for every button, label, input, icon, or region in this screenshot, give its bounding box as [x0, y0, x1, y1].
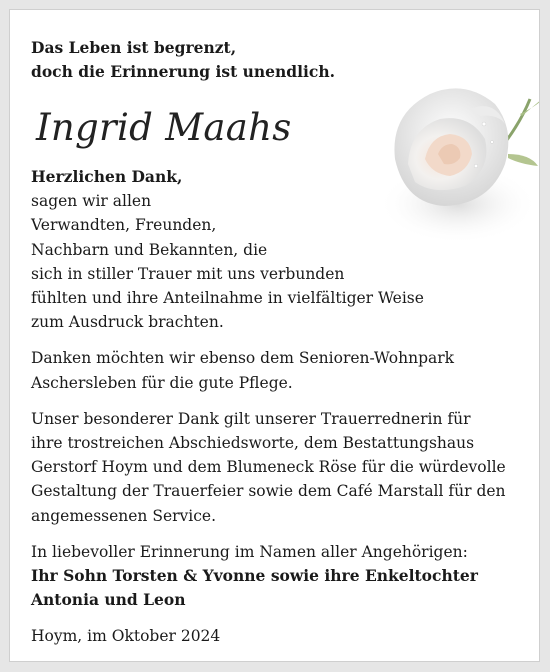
paragraph-line: sich in stiller Trauer mit uns verbunden [31, 264, 345, 283]
paragraph-line: zum Ausdruck brachten. [31, 313, 224, 332]
paragraph-line: Danken möchten wir ebenso dem Senioren-Wohnpark [31, 349, 455, 368]
place-date: Hoym, im Oktober 2024 [31, 627, 221, 646]
thanks-body [31, 165, 506, 649]
paragraph-line: Gestaltung der Trauerfeier sowie dem Café Marstall für den [31, 482, 506, 501]
paragraph-line: Aschersleben für die gute Pflege. [31, 373, 293, 392]
closing-intro: In liebevoller Erinnerung im Namen aller Angehörigen: [31, 542, 468, 561]
paragraph-line: fühlten und ihre Anteilnahme in vielfältiger Weise [31, 289, 424, 308]
paragraph-line: sagen wir allen [31, 192, 152, 211]
paragraph-line: Unser besonderer Dank gilt unserer Trauerrednerin für [31, 409, 471, 428]
motto-line: doch die Erinnerung ist unendlich. [31, 62, 336, 81]
motto-line: Das Leben ist begrenzt, [31, 38, 237, 57]
deceased-name: Ingrid Maahs [36, 106, 292, 149]
paragraph-line: Verwandten, Freunden, [31, 216, 217, 235]
paragraph-line: Gerstorf Hoym und dem Blumeneck Röse für die würdevolle [31, 458, 506, 477]
motto [31, 36, 335, 84]
paragraph-line: angemessenen Service. [31, 506, 217, 525]
paragraph-line: Nachbarn und Bekannten, die [31, 240, 268, 259]
paragraph-line: ihre trostreichen Abschiedsworte, dem Bestattungshaus [31, 434, 475, 453]
thanks-heading: Herzlichen Dank, [31, 167, 183, 186]
obituary-card [9, 9, 540, 662]
signatory-line: Ihr Sohn Torsten & Yvonne sowie ihre Enkeltochter [31, 566, 478, 586]
signatory-line: Antonia und Leon [31, 590, 186, 610]
